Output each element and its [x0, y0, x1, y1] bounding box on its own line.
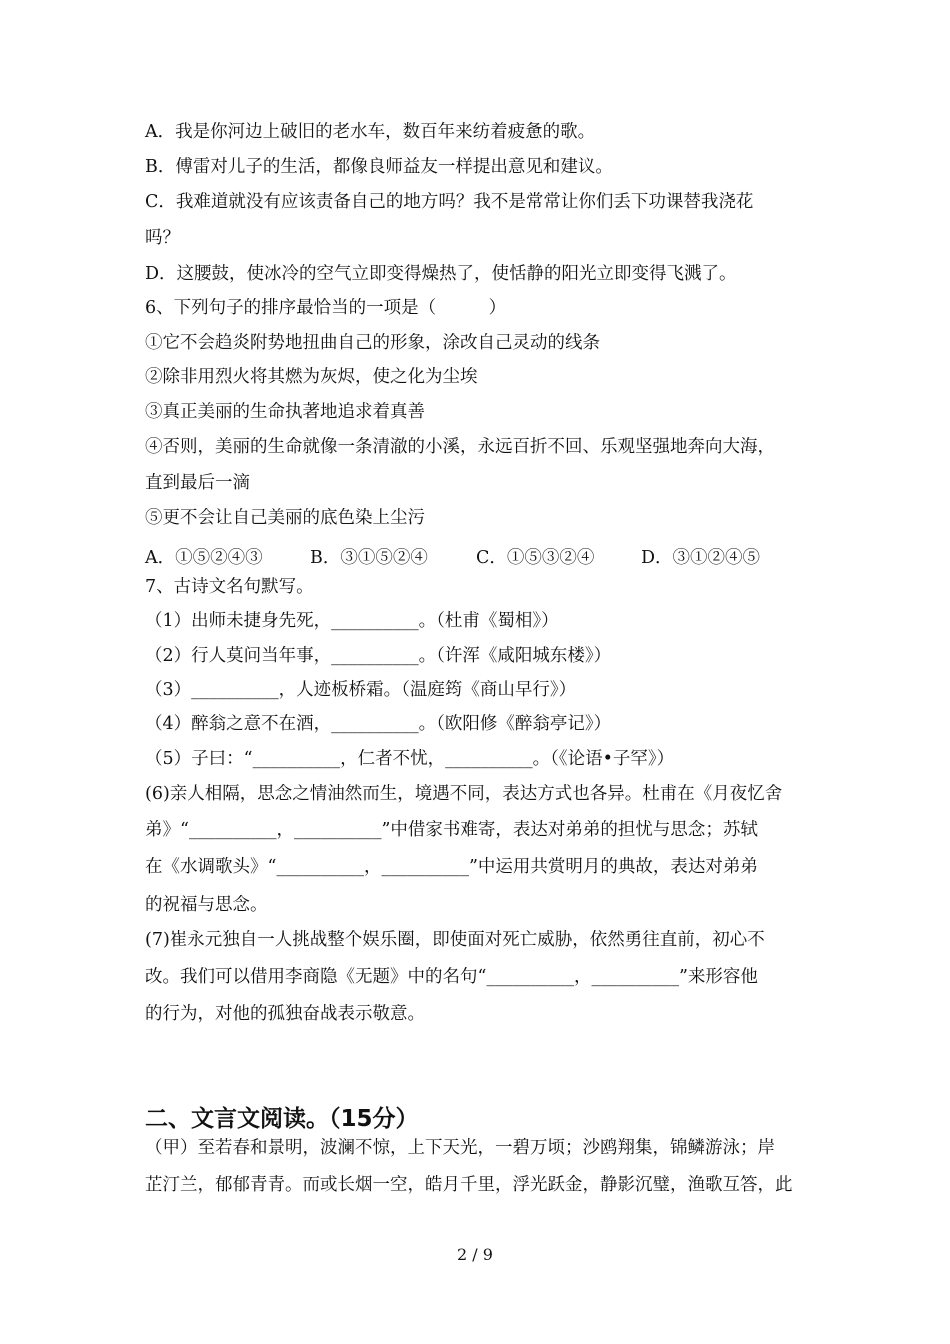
section-2-title: 二、文言文阅读。（15分）: [145, 1106, 419, 1132]
passage-line-1: （甲）至若春和景明，波澜不惊，上下天光，一碧万顷；沙鸥翔集，锦鳞游泳；岸: [145, 1138, 775, 1158]
q7-item-6-line1: (6)亲人相隔，思念之情油然而生，境遇不同，表达方式也各异。杜甫在《月夜忆舍: [145, 784, 783, 804]
q7-item-6-line3: 在《水调歌头》“__________，__________”中运用共赏明月的典故，表达对弟弟: [145, 857, 758, 877]
q5-option-d: D．这腰鼓，使冰冷的空气立即变得燥热了，使恬静的阳光立即变得飞溅了。: [145, 264, 737, 284]
q7-item-5: （5）子曰：“__________，仁者不忧，__________。（《论语•子罕》）: [145, 749, 675, 769]
q5-option-c-line2: 吗？: [145, 228, 180, 248]
q6-option-d: D．③①②④⑤: [641, 548, 761, 568]
q6-option-c: C．①⑤③②④: [476, 548, 595, 568]
q6-option-a: A．①⑤②④③: [145, 548, 263, 568]
q5-option-a: A．我是你河边上破旧的老水车，数百年来纺着疲惫的歌。: [145, 122, 596, 142]
q7-item-3: （3）__________，人迹板桥霜。（温庭筠《商山早行》）: [145, 680, 577, 700]
q7-item-7-line1: (7)崔永元独自一人挑战整个娱乐圈，即使面对死亡威胁，依然勇往直前，初心不: [145, 930, 765, 950]
q6-option-b: B．③①⑤②④: [310, 548, 428, 568]
q6-sentence-1: ①它不会趋炎附势地扭曲自己的形象，涂改自己灵动的线条: [145, 333, 600, 353]
q6-sentence-4-line2: 直到最后一滴: [145, 473, 250, 493]
q6-stem: 6、下列句子的排序最恰当的一项是（ ）: [145, 298, 507, 318]
q7-item-7-line2: 改。我们可以借用李商隐《无题》中的名句“__________，__________”来形容他: [145, 967, 758, 987]
q5-option-b: B．傅雷对儿子的生活，都像良师益友一样提出意见和建议。: [145, 157, 613, 177]
passage-line-2: 芷汀兰，郁郁青青。而或长烟一空，皓月千里，浮光跃金，静影沉璧，渔歌互答，此: [145, 1175, 793, 1195]
q6-sentence-3: ③真正美丽的生命执著地追求着真善: [145, 402, 425, 422]
q7-item-4: （4）醉翁之意不在酒，__________。（欧阳修《醉翁亭记》）: [145, 714, 612, 734]
q7-item-7-line3: 的行为，对他的孤独奋战表示敬意。: [145, 1004, 425, 1024]
q7-item-6-line4: 的祝福与思念。: [145, 895, 268, 915]
q6-sentence-2: ②除非用烈火将其燃为灰烬，使之化为尘埃: [145, 367, 478, 387]
q5-option-c-line1: C．我难道就没有应该责备自己的地方吗？我不是常常让你们丢下功课替我浇花: [145, 192, 754, 212]
q7-item-6-line2: 弟》“__________，__________”中借家书难寄，表达对弟弟的担忧与思念；苏轼: [145, 820, 758, 840]
q7-item-2: （2）行人莫问当年事，__________。（许浑《咸阳城东楼》）: [145, 646, 612, 666]
q6-sentence-5: ⑤更不会让自己美丽的底色染上尘污: [145, 508, 425, 528]
q7-stem: 7、古诗文名句默写。: [145, 577, 314, 597]
q7-item-1: （1）出师未捷身先死，__________。（杜甫《蜀相》）: [145, 611, 559, 631]
page-number: 2 / 9: [457, 1245, 493, 1264]
q6-sentence-4-line1: ④否则，美丽的生命就像一条清澈的小溪，永远百折不回、乐观坚强地奔向大海，: [145, 437, 775, 457]
